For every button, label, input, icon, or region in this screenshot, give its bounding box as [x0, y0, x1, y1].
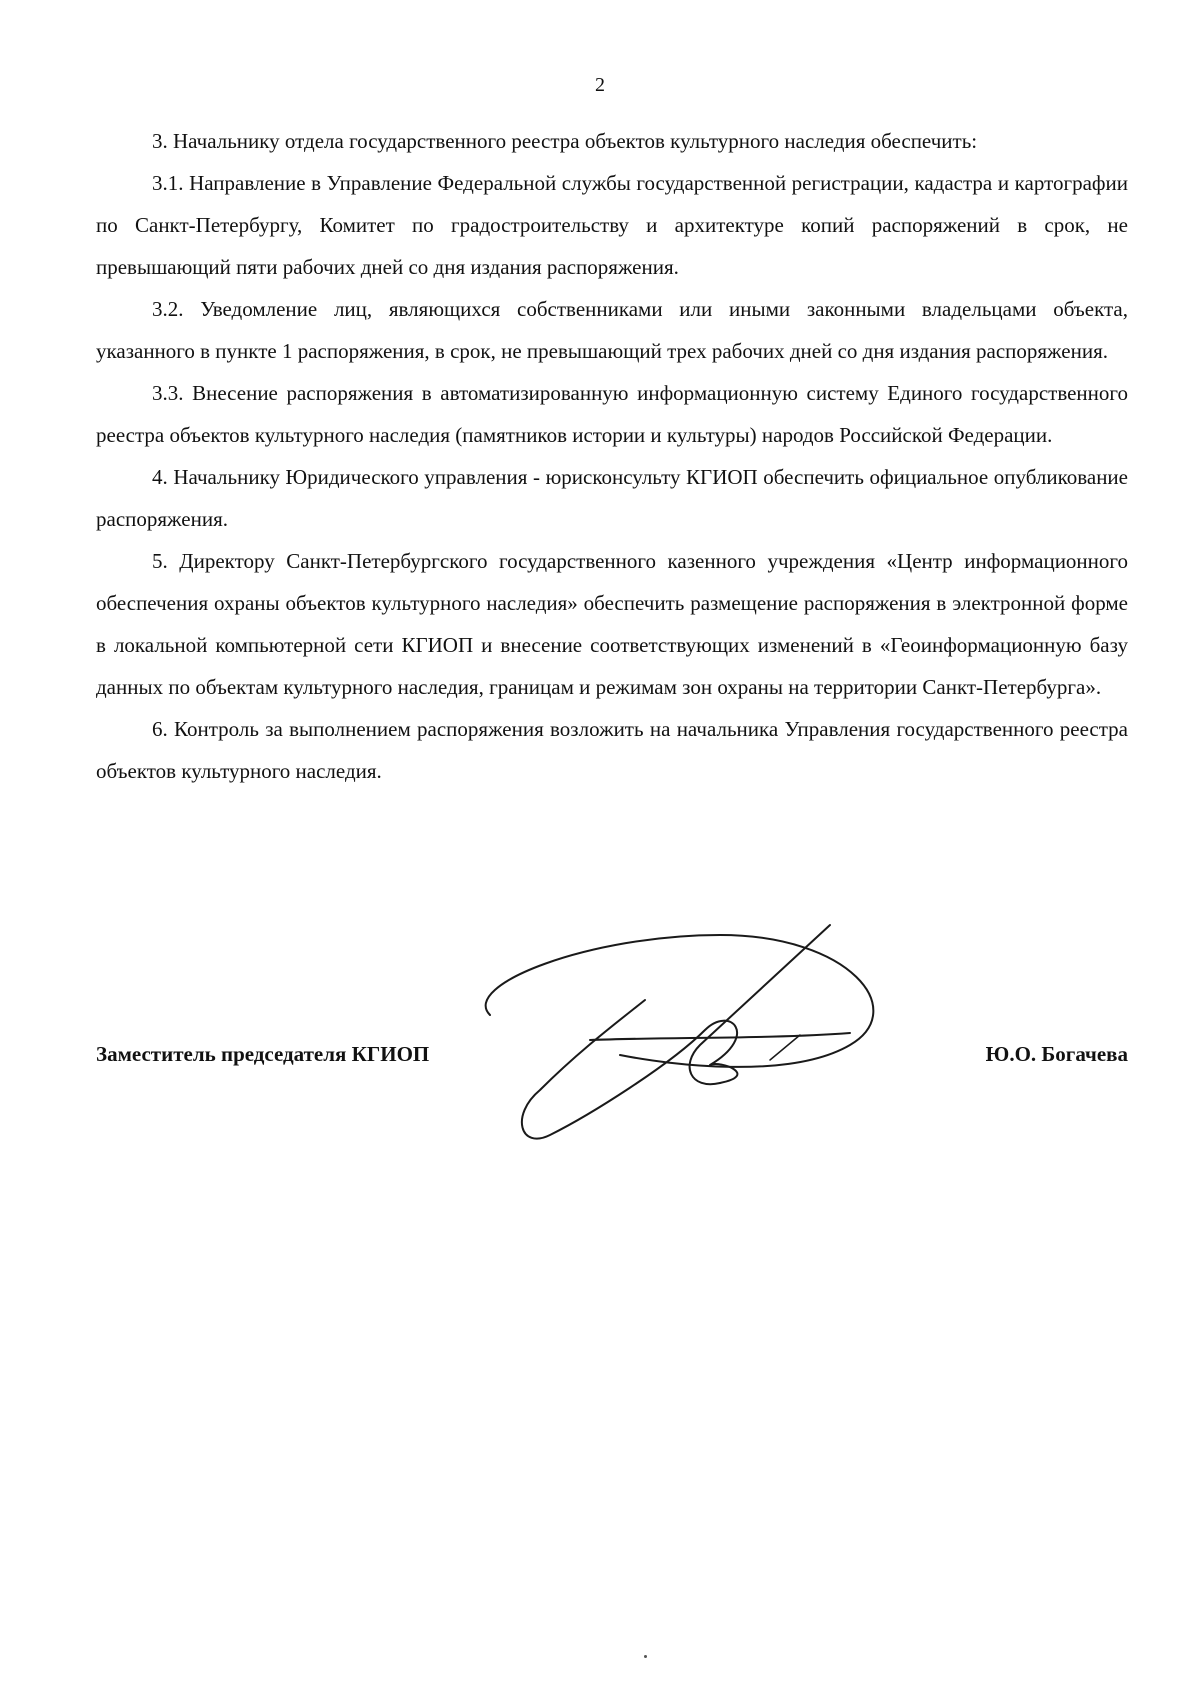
paragraph-3-2: 3.2. Уведомление лиц, являющихся собственниками или иными законными владельцами объекта, указанного в пункте 1 распоряжения, в срок, не превышающий трех рабочих дней со дня издания распоряжения. — [96, 297, 1128, 363]
handwritten-signature — [470, 915, 910, 1150]
scan-artifact-dot — [644, 1655, 647, 1658]
signatory-name: Ю.О. Богачева — [985, 1042, 1128, 1066]
page-number: 2 — [595, 74, 605, 96]
paragraph-4: 4. Начальнику Юридического управления - юрисконсульту КГИОП обеспечить официальное опубликование распоряжения. — [96, 465, 1128, 531]
paragraph-3-1: 3.1. Направление в Управление Федеральной службы государственной регистрации, кадастра и картографии по Санкт-Петербургу, Комитет по градостроительству и архитектуре копий распоряжений в срок, не превышающий пяти рабочих дней со дня издания распоряжения. — [96, 171, 1128, 279]
signatory-title: Заместитель председателя КГИОП — [96, 1042, 430, 1066]
paragraph-3: 3. Начальнику отдела государственного реестра объектов культурного наследия обеспечить: — [152, 129, 978, 153]
paragraph-3-3: 3.3. Внесение распоряжения в автоматизированную информационную систему Единого государственного реестра объектов культурного наследия (памятников истории и культуры) народов Российской Федерации. — [96, 381, 1128, 447]
paragraph-6: 6. Контроль за выполнением распоряжения возложить на начальника Управления государственного реестра объектов культурного наследия. — [96, 717, 1128, 783]
paragraph-5: 5. Директору Санкт-Петербургского государственного казенного учреждения «Центр информационного обеспечения охраны объектов культурного наследия» обеспечить размещение распоряжения в электронной форме в локальной компьютерной сети КГИОП и внесение соответствующих изменений в «Геоинформационную базу данных по объектам культурного наследия, границам и режимам зон охраны на территории Санкт-Петербурга». — [96, 549, 1128, 699]
document-body — [96, 120, 1128, 792]
